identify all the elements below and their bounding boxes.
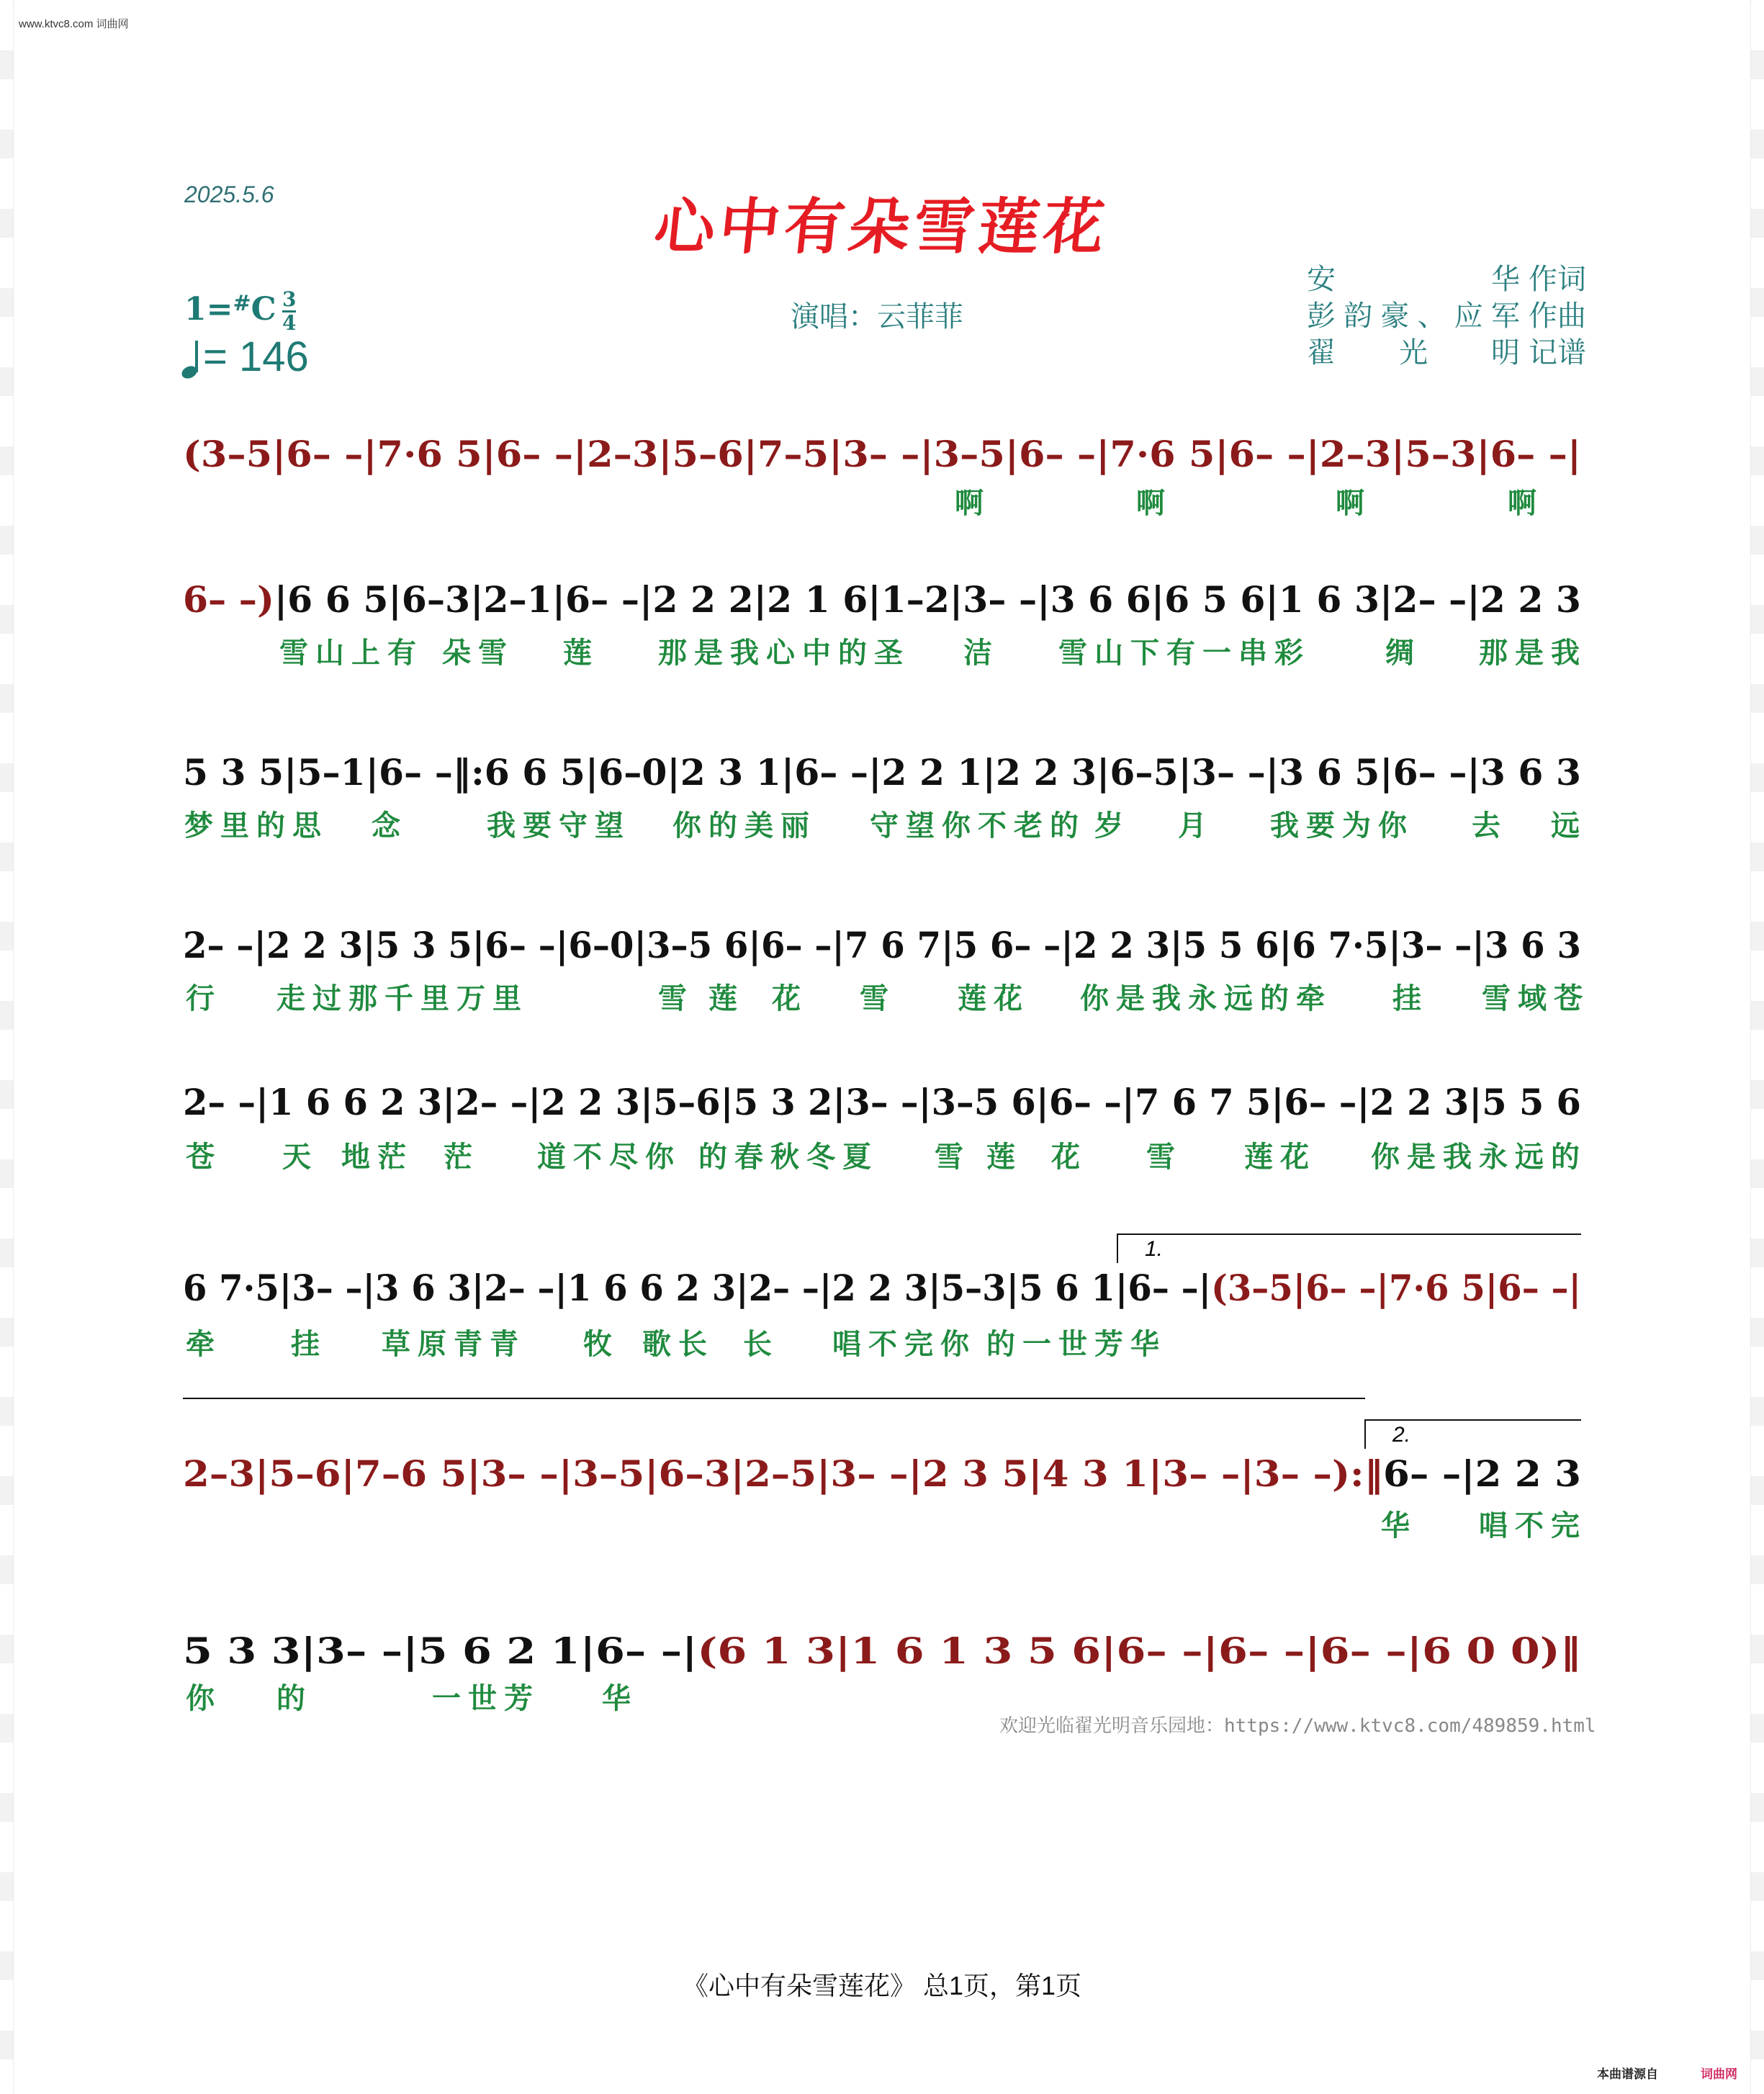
notation-segment: 6– –|2 2 3: [1383, 1452, 1570, 1495]
lyric-text: 莲花: [958, 981, 1030, 1015]
lyric-text: 雪: [935, 1140, 971, 1174]
lyric-text: 念: [372, 809, 408, 842]
lyric-text: 挂: [291, 1327, 327, 1361]
lyric-text: 岁: [1094, 809, 1130, 842]
notation-line: [183, 751, 1581, 794]
lyric-text: 茫: [444, 1140, 480, 1174]
lyric-text: 守望你不老的: [870, 809, 1086, 842]
sharp-icon: #: [233, 291, 251, 316]
lyric-text: 雪: [860, 981, 896, 1015]
lyric-text: 苍: [186, 1140, 222, 1174]
ending-bracket: [1117, 1234, 1581, 1263]
composer-name: 彭韵豪、应军: [1307, 300, 1520, 333]
notation-segment: 6 7·5|3– –|3 6 3|2– –|1 6 6 2 3|2– –|2 2 3|5–3|5 6 1|6– –|: [183, 1267, 1253, 1309]
lyric-text: 月: [1178, 809, 1214, 842]
lyric-text: 啊: [1336, 486, 1372, 520]
lyric-text: 的春秋冬夏: [698, 1140, 878, 1174]
score-system: [183, 1234, 1596, 1361]
lyric-text: 行: [186, 981, 222, 1015]
notation-segment: 5 3 3|3– –|5 6 2 1|6– –|: [183, 1630, 621, 1672]
lyric-text: 花: [772, 981, 808, 1015]
corner-logo[interactable]: 词曲网: [1701, 2067, 1737, 2082]
lyric-text: 的: [276, 1681, 312, 1715]
lyric-text: 我要为你: [1270, 809, 1414, 842]
notation-segment: (3–5|6– –|7·6 5|6– –|: [1211, 1267, 1596, 1309]
lyric-text: 天: [282, 1140, 318, 1174]
lyric-text: 雪: [658, 981, 694, 1015]
lyric-text: 长: [743, 1327, 779, 1361]
lyric-text: 啊: [955, 486, 991, 520]
key-prefix: 1=: [184, 291, 233, 328]
score-system: [183, 1081, 1596, 1174]
notation-line: [183, 1452, 1581, 1496]
lyric-text: 莲: [986, 1140, 1022, 1174]
lyric-text: 走过那千里万里: [276, 981, 528, 1015]
ending-label: 1.: [1145, 1237, 1164, 1261]
lyric-text: 你是我永远的: [1371, 1140, 1587, 1174]
notation-line: [183, 1630, 1581, 1673]
notation-segment: 2– –|2 2 3|5 3 5|6– –|6–0|3–5 6|6– –|7 6 7|5 6– –|2 2 3|5 5 6|6 7·5|3– –|3 6 3: [183, 924, 1634, 966]
site-url[interactable]: www.ktvc8.com 词曲网: [19, 18, 129, 30]
score-system: [183, 1630, 1581, 1715]
lyric-text: 牧: [583, 1327, 619, 1361]
tempo-value: = 146: [203, 333, 309, 380]
footer-link[interactable]: 欢迎光临翟光明音乐园地：https://www.ktvc8.com/489859.html: [999, 1715, 1596, 1737]
score-system: [183, 924, 1634, 1015]
notation-segment: (3–5|6– –|: [183, 433, 368, 475]
footer-page-info: 《心中有朵雪莲花》 总1页，第1页: [682, 1971, 1082, 2000]
notation-segment: 7·6 5|6– –|2–3|5–6|7–5|3– –|3–5|6– –|7·6 5|6– –|2–3|5–3|6– –|: [377, 433, 1524, 475]
lyricist-role: 作词: [1529, 263, 1586, 296]
notation-segment: |6 6 5|6–3|2–1|6– –|2 2 2|2 1 6|1–2|3– –|3 6 6|6 5 6|1 6 3|2– –|2 2 3: [274, 578, 1571, 621]
notation-line: [183, 924, 1634, 967]
notation-line: [183, 433, 1581, 476]
lyric-text: 莲: [563, 636, 599, 670]
lyric-text: 地茫: [341, 1140, 413, 1174]
song-title-text: 心中有朵雪莲花: [651, 191, 1112, 262]
lyric-text: 华: [1381, 1509, 1417, 1542]
notation-segment: 2–3|5–6|7–6 5|3– –|3–5|6–3|2–5|3– –|2 3 5|4 3 1|3– –|3– –):‖: [183, 1452, 1317, 1495]
score-system: [183, 751, 1587, 842]
lyric-text: 洁: [963, 636, 999, 670]
lyric-text: 朵雪: [442, 636, 514, 670]
lyric-text: 那是我心中的圣: [658, 636, 910, 670]
lyric-text: 牵: [186, 1327, 222, 1361]
lyric-text: 道不尽你: [537, 1140, 681, 1174]
transcriber-name: 翟光明: [1307, 336, 1520, 369]
ending-label: 2.: [1392, 1423, 1411, 1447]
notation-line: [183, 1267, 1596, 1310]
lyric-text: 远: [1551, 809, 1587, 842]
lyric-text: 的一世芳华: [986, 1327, 1166, 1361]
lyric-text: 花: [1051, 1140, 1087, 1174]
lyric-text: 那是我: [1479, 636, 1587, 670]
notation-segment: 2– –|1 6 6 2 3|2– –|2 2 3|5–6|5 3 2|3– –|3–5 6|6– –|7 6 7 5|6– –|2 2 3|5 5 6: [183, 1081, 1596, 1123]
lyric-text: 去: [1472, 809, 1508, 842]
lyric-text: 梦里的思: [184, 809, 328, 842]
lyric-text: 啊: [1136, 486, 1172, 520]
lyric-text: 莲花: [1244, 1140, 1316, 1174]
lyric-text: 莲: [708, 981, 744, 1015]
time-signature-top: 3: [282, 287, 297, 311]
notation-segment: 6– –): [183, 578, 274, 621]
score-system: [183, 578, 1587, 670]
score-date: 2025.5.6: [184, 181, 274, 207]
notation-line: [183, 578, 1581, 621]
lyric-text: 我要守望: [487, 809, 631, 842]
lyricist-name: 安华: [1307, 263, 1520, 296]
lyric-text: 你的美丽: [672, 809, 816, 842]
lyric-text: 唱不完你: [832, 1327, 976, 1361]
composer-role: 作曲: [1529, 300, 1586, 333]
notation-segment: 5 3 5|5–1|6– –‖:6 6 5|6–0|2 3 1|6– –|2 2 1|2 2 3|6–5|3– –|3 6 5|6– –|3 6 3: [183, 751, 1572, 794]
time-signature-bottom: 4: [282, 311, 297, 335]
singer-label: 演唱：: [791, 300, 877, 333]
lyric-text: 你: [186, 1681, 222, 1715]
singer-name: 云菲菲: [877, 300, 963, 333]
transcriber-role: 记谱: [1529, 336, 1586, 369]
score-system: [183, 1420, 1587, 1542]
lyric-text: 雪山下有一串彩: [1058, 636, 1310, 670]
lyric-text: 雪域苍: [1482, 981, 1590, 1015]
lyric-text: 华: [602, 1681, 638, 1715]
lyric-text: 唱不完: [1479, 1509, 1587, 1542]
lyric-text: 挂: [1392, 981, 1428, 1015]
corner-source-label: 本曲谱源自: [1597, 2067, 1658, 2082]
notation-segment: (6 1 3|1 6 1 3 5 6|6– –|6– –|6– –|6 0 0)‖: [697, 1630, 1449, 1672]
lyric-text: 绸: [1385, 636, 1421, 670]
lyric-text: 雪: [1146, 1140, 1182, 1174]
lyric-text: 啊: [1508, 486, 1544, 520]
lyric-text: 歌长: [642, 1327, 714, 1361]
key-note: C: [251, 291, 276, 328]
notation-line: [183, 1081, 1596, 1124]
score-system: [183, 433, 1581, 520]
lyric-text: 草原青青: [382, 1327, 526, 1361]
lyric-text: 你是我永远的牵: [1080, 981, 1332, 1015]
lyric-text: 一世芳: [432, 1681, 540, 1715]
lyric-text: 雪山上有: [279, 636, 423, 670]
